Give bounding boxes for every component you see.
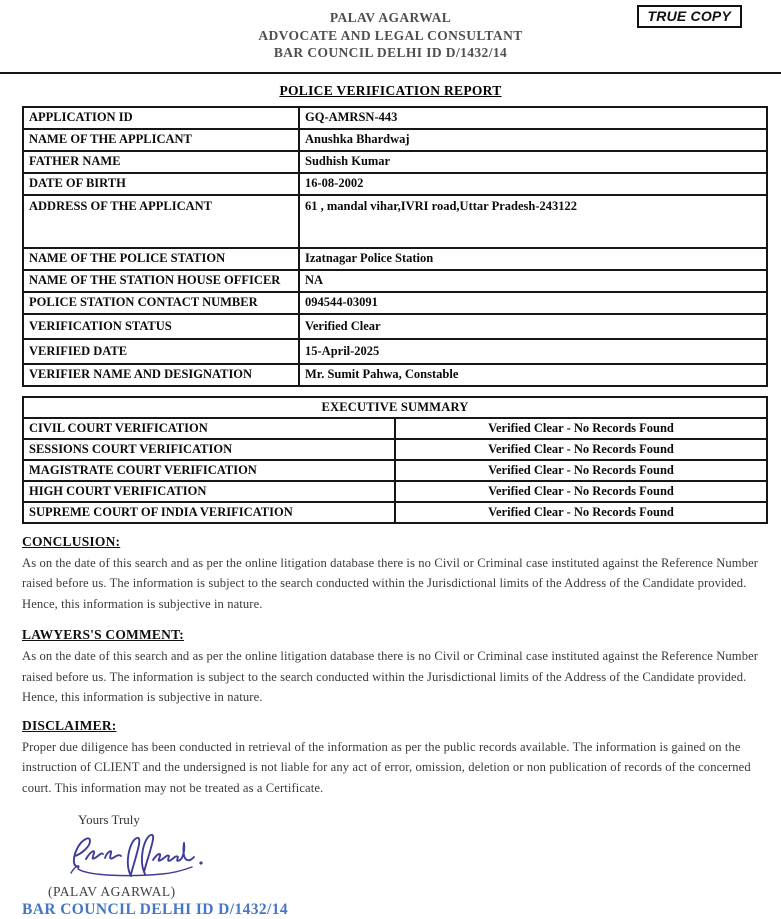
- disclaimer-body: Proper due diligence has been conducted in retrieval of the information as per the public records available. The information is gained on the instruction of CLIENT and the undersigned is not liable for any act of error, omission, deletion or non publication of records of the concerned court. This information may not be treated as a Certificate.: [22, 737, 768, 799]
- summary-title: EXECUTIVE SUMMARY: [23, 397, 767, 418]
- field-value: Verified Clear - No Records Found: [395, 460, 767, 481]
- table-row: [23, 173, 767, 195]
- field-label: VERIFICATION STATUS: [23, 314, 299, 339]
- field-label: APPLICATION ID: [23, 107, 299, 129]
- field-value: Anushka Bhardwaj: [299, 129, 767, 151]
- letterhead-role: ADVOCATE AND LEGAL CONSULTANT: [0, 27, 781, 45]
- field-label: FATHER NAME: [23, 151, 299, 173]
- field-label: POLICE STATION CONTACT NUMBER: [23, 292, 299, 314]
- lawyers-comment-body: As on the date of this search and as per the online litigation database there is no Civil or Criminal case instituted against the Reference Number raised before us. The information is subject to the search conducted within the Jurisdictional limits of the Address of the Candidate provided. Hence, this information is subjective in nature.: [22, 646, 768, 708]
- field-value: 16-08-2002: [299, 173, 767, 195]
- field-value: Verified Clear - No Records Found: [395, 502, 767, 523]
- signer-name: (PALAV AGARWAL): [48, 884, 768, 900]
- true-copy-stamp: TRUE COPY: [637, 5, 742, 28]
- field-label: CIVIL COURT VERIFICATION: [23, 418, 395, 439]
- lawyers-comment-heading: LAWYERS'S COMMENT:: [22, 627, 768, 643]
- field-value: Verified Clear: [299, 314, 767, 339]
- field-label: NAME OF THE APPLICANT: [23, 129, 299, 151]
- table-row: [23, 292, 767, 314]
- closing-text: Yours Truly: [78, 812, 768, 828]
- table-row: [23, 339, 767, 364]
- signer-bar-id: BAR COUNCIL DELHI ID D/1432/14: [22, 901, 768, 919]
- field-label: ADDRESS OF THE APPLICANT: [23, 195, 299, 248]
- table-row: [23, 129, 767, 151]
- table-row: [23, 107, 767, 129]
- letterhead-name: PALAV AGARWAL: [0, 9, 781, 27]
- summary-header-row: [23, 397, 767, 418]
- field-value: 15-April-2025: [299, 339, 767, 364]
- table-row: [23, 151, 767, 173]
- signature-image: [64, 832, 768, 882]
- field-label: VERIFIED DATE: [23, 339, 299, 364]
- field-value: Verified Clear - No Records Found: [395, 439, 767, 460]
- table-row: [23, 481, 767, 502]
- handwritten-signature-icon: [64, 832, 234, 882]
- table-row: [23, 439, 767, 460]
- field-label: DATE OF BIRTH: [23, 173, 299, 195]
- field-value: 61 , mandal vihar,IVRI road,Uttar Pradesh-243122: [299, 195, 767, 248]
- field-label: SESSIONS COURT VERIFICATION: [23, 439, 395, 460]
- field-value: NA: [299, 270, 767, 292]
- field-label: HIGH COURT VERIFICATION: [23, 481, 395, 502]
- field-label: SUPREME COURT OF INDIA VERIFICATION: [23, 502, 395, 523]
- field-value: 094544-03091: [299, 292, 767, 314]
- table-row: [23, 364, 767, 386]
- field-value: Verified Clear - No Records Found: [395, 418, 767, 439]
- table-row: [23, 314, 767, 339]
- details-table: [22, 106, 768, 387]
- letterhead-bar-id: BAR COUNCIL DELHI ID D/1432/14: [0, 44, 781, 62]
- field-label: NAME OF THE STATION HOUSE OFFICER: [23, 270, 299, 292]
- section-lawyers-comment: [22, 627, 768, 708]
- table-row: [23, 460, 767, 481]
- summary-table: [22, 396, 768, 524]
- table-row: [23, 248, 767, 270]
- header-divider: [0, 72, 781, 74]
- section-disclaimer: [22, 718, 768, 799]
- field-label: VERIFIER NAME AND DESIGNATION: [23, 364, 299, 386]
- report-title: POLICE VERIFICATION REPORT: [0, 83, 781, 99]
- conclusion-heading: CONCLUSION:: [22, 534, 768, 550]
- field-value: Verified Clear - No Records Found: [395, 481, 767, 502]
- table-row: [23, 270, 767, 292]
- section-conclusion: [22, 534, 768, 615]
- table-row: [23, 502, 767, 523]
- table-row: [23, 418, 767, 439]
- conclusion-body: As on the date of this search and as per the online litigation database there is no Civil or Criminal case instituted against the Reference Number raised before us. The information is subject to the search conducted within the Jurisdictional limits of the Address of the Candidate provided. Hence, this information is subjective in nature.: [22, 553, 768, 615]
- field-value: Sudhish Kumar: [299, 151, 767, 173]
- field-value: GQ-AMRSN-443: [299, 107, 767, 129]
- field-label: NAME OF THE POLICE STATION: [23, 248, 299, 270]
- table-row: [23, 195, 767, 248]
- field-value: Mr. Sumit Pahwa, Constable: [299, 364, 767, 386]
- document-body: [0, 106, 781, 919]
- field-label: MAGISTRATE COURT VERIFICATION: [23, 460, 395, 481]
- disclaimer-heading: DISCLAIMER:: [22, 718, 768, 734]
- field-value: Izatnagar Police Station: [299, 248, 767, 270]
